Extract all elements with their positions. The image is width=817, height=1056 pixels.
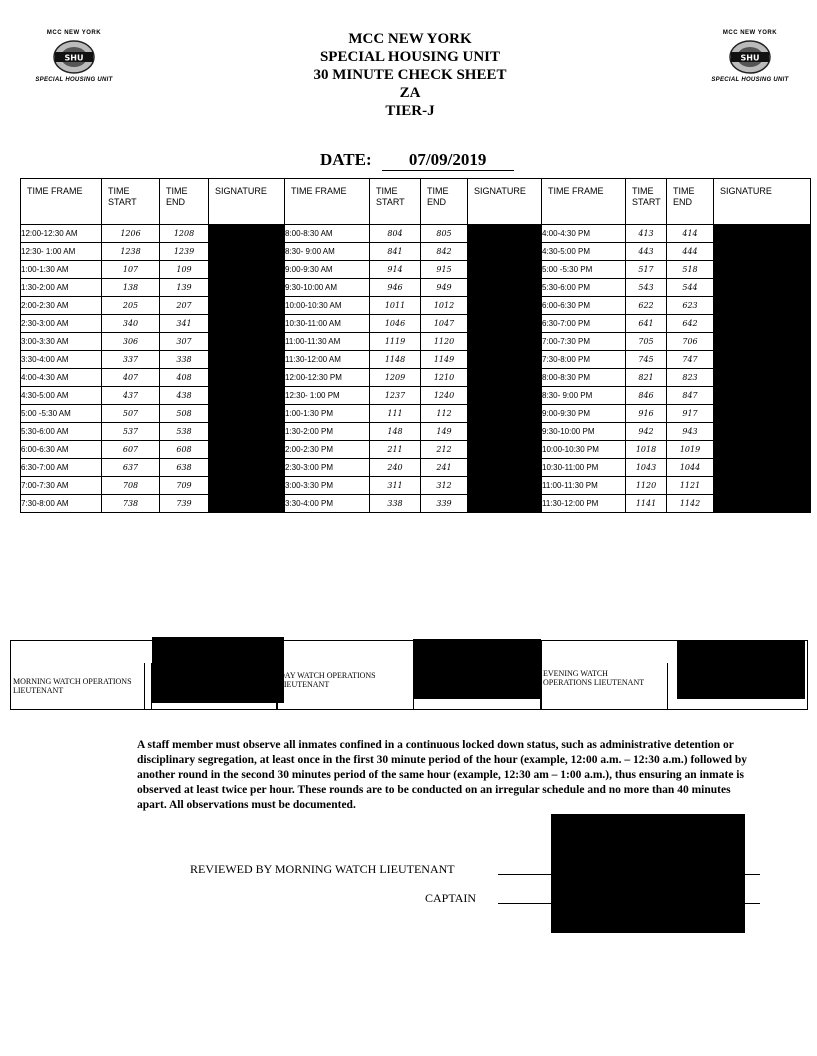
col-time-start: TIME START — [370, 179, 421, 225]
signature-cell-redacted — [468, 369, 542, 387]
table-row — [21, 477, 811, 495]
time-start-cell[interactable]: 407 — [102, 369, 160, 387]
signature-cell-redacted — [209, 477, 285, 495]
table-row — [21, 333, 811, 351]
time-start-cell[interactable]: 846 — [626, 387, 667, 405]
time-end-cell[interactable]: 1149 — [421, 351, 468, 369]
time-frame-cell: 8:30- 9:00 AM — [285, 243, 370, 261]
time-frame-cell: 12:00-12:30 AM — [21, 225, 102, 243]
time-start-cell[interactable]: 1237 — [370, 387, 421, 405]
title-line-5: TIER-J — [385, 103, 435, 119]
time-end-cell[interactable]: 1240 — [421, 387, 468, 405]
time-start-cell[interactable]: 841 — [370, 243, 421, 261]
time-end-cell[interactable]: 943 — [667, 423, 714, 441]
time-start-cell[interactable]: 543 — [626, 279, 667, 297]
time-start-cell[interactable]: 1011 — [370, 297, 421, 315]
time-start-cell[interactable]: 138 — [102, 279, 160, 297]
time-start-cell[interactable]: 148 — [370, 423, 421, 441]
time-frame-cell: 5:30-6:00 PM — [542, 279, 626, 297]
evening-watch-box — [540, 640, 808, 710]
signature-cell-redacted — [209, 351, 285, 369]
time-end-cell[interactable]: 1012 — [421, 297, 468, 315]
day-watch-box — [276, 640, 542, 710]
time-end-cell[interactable]: 1047 — [421, 315, 468, 333]
signature-cell-redacted — [714, 441, 811, 459]
time-start-cell[interactable]: 637 — [102, 459, 160, 477]
time-frame-cell: 4:30-5:00 AM — [21, 387, 102, 405]
time-frame-cell: 1:00-1:30 PM — [285, 405, 370, 423]
time-start-cell[interactable]: 338 — [370, 495, 421, 513]
signature-cell-redacted — [714, 333, 811, 351]
signature-cell-redacted — [209, 459, 285, 477]
time-frame-cell: 5:30-6:00 AM — [21, 423, 102, 441]
time-start-cell[interactable]: 1141 — [626, 495, 667, 513]
col-time-end: TIME END — [160, 179, 209, 225]
time-frame-cell: 10:30-11:00 AM — [285, 315, 370, 333]
time-frame-cell: 3:30-4:00 AM — [21, 351, 102, 369]
time-start-cell[interactable]: 311 — [370, 477, 421, 495]
time-frame-cell: 8:30- 9:00 PM — [542, 387, 626, 405]
time-start-cell[interactable]: 537 — [102, 423, 160, 441]
table-row — [21, 243, 811, 261]
logo-badge-text: SHU — [740, 53, 760, 63]
time-end-cell[interactable]: 414 — [667, 225, 714, 243]
signature-cell-redacted — [209, 387, 285, 405]
signature-cell-redacted — [468, 477, 542, 495]
time-frame-cell: 11:30-12:00 PM — [542, 495, 626, 513]
time-end-cell[interactable]: 338 — [160, 351, 209, 369]
signature-cell-redacted — [468, 423, 542, 441]
signature-cell-redacted — [209, 315, 285, 333]
time-end-cell[interactable]: 739 — [160, 495, 209, 513]
title-line-4: ZA — [399, 85, 421, 101]
col-time-frame: TIME FRAME — [21, 179, 102, 225]
time-end-cell[interactable]: 1142 — [667, 495, 714, 513]
title-line-3: 30 MINUTE CHECK SHEET — [313, 67, 507, 83]
time-end-cell[interactable]: 638 — [160, 459, 209, 477]
date-label: DATE: — [320, 150, 372, 169]
time-frame-cell: 5:00 -5:30 AM — [21, 405, 102, 423]
time-start-cell[interactable]: 745 — [626, 351, 667, 369]
time-start-cell[interactable]: 738 — [102, 495, 160, 513]
time-end-cell[interactable]: 241 — [421, 459, 468, 477]
logo-bottom-text: SPECIAL HOUSING UNIT — [35, 77, 113, 83]
time-end-cell[interactable]: 608 — [160, 441, 209, 459]
col-time-frame: TIME FRAME — [542, 179, 626, 225]
time-start-cell[interactable]: 705 — [626, 333, 667, 351]
time-frame-cell: 12:00-12:30 PM — [285, 369, 370, 387]
time-frame-cell: 6:00-6:30 PM — [542, 297, 626, 315]
time-start-cell[interactable]: 240 — [370, 459, 421, 477]
signature-cell-redacted — [209, 225, 285, 243]
evening-watch-label: EVENING WATCH OPERATIONS LIEUTENANT — [543, 669, 645, 687]
time-end-cell[interactable]: 1019 — [667, 441, 714, 459]
time-end-cell[interactable]: 842 — [421, 243, 468, 261]
table-row — [21, 387, 811, 405]
time-start-cell[interactable]: 205 — [102, 297, 160, 315]
time-end-cell[interactable]: 1121 — [667, 477, 714, 495]
time-start-cell[interactable]: 413 — [626, 225, 667, 243]
signature-cell-redacted — [714, 243, 811, 261]
time-end-cell[interactable]: 917 — [667, 405, 714, 423]
time-start-cell[interactable]: 942 — [626, 423, 667, 441]
signature-cell-redacted — [714, 405, 811, 423]
title-line-1: MCC NEW YORK — [348, 31, 472, 47]
time-end-cell[interactable]: 112 — [421, 405, 468, 423]
table-header-row — [21, 179, 811, 225]
time-end-cell[interactable]: 915 — [421, 261, 468, 279]
col-time-end: TIME END — [667, 179, 714, 225]
table-row — [21, 405, 811, 423]
time-frame-cell: 9:00-9:30 AM — [285, 261, 370, 279]
check-sheet-table — [20, 178, 811, 513]
signature-cell-redacted — [714, 261, 811, 279]
table-row — [21, 279, 811, 297]
signature-cell-redacted — [714, 279, 811, 297]
time-start-cell[interactable]: 340 — [102, 315, 160, 333]
signature-cell-redacted — [468, 297, 542, 315]
time-start-cell[interactable]: 708 — [102, 477, 160, 495]
time-end-cell[interactable]: 544 — [667, 279, 714, 297]
time-start-cell[interactable]: 821 — [626, 369, 667, 387]
time-frame-cell: 4:00-4:30 AM — [21, 369, 102, 387]
time-end-cell[interactable]: 341 — [160, 315, 209, 333]
time-start-cell[interactable]: 804 — [370, 225, 421, 243]
day-watch-label: DAY WATCH OPERATIONS LIEUTENANT — [279, 671, 376, 689]
time-start-cell[interactable]: 622 — [626, 297, 667, 315]
time-end-cell[interactable]: 709 — [160, 477, 209, 495]
signature-cell-redacted — [468, 279, 542, 297]
signature-cell-redacted — [714, 315, 811, 333]
time-frame-cell: 2:00-2:30 PM — [285, 441, 370, 459]
time-start-cell[interactable]: 111 — [370, 405, 421, 423]
time-start-cell[interactable]: 946 — [370, 279, 421, 297]
logo-left — [24, 30, 124, 83]
table-row — [21, 225, 811, 243]
redacted-signature — [413, 639, 541, 699]
time-frame-cell: 7:30-8:00 AM — [21, 495, 102, 513]
time-end-cell[interactable]: 1208 — [160, 225, 209, 243]
time-frame-cell: 2:30-3:00 AM — [21, 315, 102, 333]
signature-cell-redacted — [714, 477, 811, 495]
time-start-cell[interactable]: 1206 — [102, 225, 160, 243]
signature-cell-redacted — [209, 369, 285, 387]
time-start-cell[interactable]: 1120 — [626, 477, 667, 495]
time-end-cell[interactable]: 408 — [160, 369, 209, 387]
time-start-cell[interactable]: 1119 — [370, 333, 421, 351]
time-start-cell[interactable]: 107 — [102, 261, 160, 279]
time-frame-cell: 3:00-3:30 PM — [285, 477, 370, 495]
time-end-cell[interactable]: 747 — [667, 351, 714, 369]
table-row — [21, 459, 811, 477]
signature-cell-redacted — [468, 441, 542, 459]
time-frame-cell: 2:00-2:30 AM — [21, 297, 102, 315]
col-signature: SIGNATURE — [209, 179, 285, 225]
morning-watch-box — [10, 640, 278, 710]
table-row — [21, 495, 811, 513]
time-end-cell[interactable]: 312 — [421, 477, 468, 495]
time-end-cell[interactable]: 109 — [160, 261, 209, 279]
signature-cell-redacted — [468, 405, 542, 423]
time-frame-cell: 7:30-8:00 PM — [542, 351, 626, 369]
title-line-2: SPECIAL HOUSING UNIT — [319, 49, 501, 65]
signature-cell-redacted — [209, 405, 285, 423]
time-frame-cell: 12:30- 1:00 PM — [285, 387, 370, 405]
signature-cell-redacted — [209, 423, 285, 441]
time-start-cell[interactable]: 1043 — [626, 459, 667, 477]
time-frame-cell: 12:30- 1:00 AM — [21, 243, 102, 261]
time-start-cell[interactable]: 517 — [626, 261, 667, 279]
time-frame-cell: 10:00-10:30 PM — [542, 441, 626, 459]
time-start-cell[interactable]: 916 — [626, 405, 667, 423]
time-start-cell[interactable]: 1018 — [626, 441, 667, 459]
time-start-cell[interactable]: 306 — [102, 333, 160, 351]
morning-watch-label: MORNING WATCH OPERATIONS LIEUTENANT — [13, 677, 132, 695]
time-end-cell[interactable]: 949 — [421, 279, 468, 297]
time-end-cell[interactable]: 1120 — [421, 333, 468, 351]
table-row — [21, 441, 811, 459]
time-frame-cell: 4:30-5:00 PM — [542, 243, 626, 261]
signature-cell-redacted — [468, 495, 542, 513]
time-end-cell[interactable]: 623 — [667, 297, 714, 315]
time-end-cell[interactable]: 805 — [421, 225, 468, 243]
date-line — [320, 150, 514, 171]
time-frame-cell: 9:30-10:00 AM — [285, 279, 370, 297]
time-frame-cell: 5:00 -5:30 PM — [542, 261, 626, 279]
signature-cell-redacted — [209, 333, 285, 351]
time-frame-cell: 10:30-11:00 PM — [542, 459, 626, 477]
signature-cell-redacted — [714, 297, 811, 315]
time-frame-cell: 1:00-1:30 AM — [21, 261, 102, 279]
signature-cell-redacted — [714, 351, 811, 369]
signature-cell-redacted — [209, 495, 285, 513]
time-start-cell[interactable]: 443 — [626, 243, 667, 261]
signature-cell-redacted — [209, 297, 285, 315]
signature-cell-redacted — [714, 369, 811, 387]
table-row — [21, 423, 811, 441]
time-frame-cell: 4:00-4:30 PM — [542, 225, 626, 243]
signature-cell-redacted — [714, 459, 811, 477]
signature-cell-redacted — [209, 243, 285, 261]
signature-cell-redacted — [209, 261, 285, 279]
time-frame-cell: 6:00-6:30 AM — [21, 441, 102, 459]
time-end-cell[interactable]: 339 — [421, 495, 468, 513]
signature-cell-redacted — [468, 459, 542, 477]
time-end-cell[interactable]: 538 — [160, 423, 209, 441]
signature-cell-redacted — [714, 387, 811, 405]
signature-cell-redacted — [468, 387, 542, 405]
time-end-cell[interactable]: 307 — [160, 333, 209, 351]
reviewed-by-label: REVIEWED BY MORNING WATCH LIEUTENANT — [190, 862, 455, 876]
time-start-cell[interactable]: 1046 — [370, 315, 421, 333]
time-frame-cell: 10:00-10:30 AM — [285, 297, 370, 315]
policy-text: A staff member must observe all inmates confined in a continuous locked down status, such as administrative detention or disciplinary segregation, at least once in the first 30 minute period of the hour (example, 12:00 a.m. – 12:30 a.m.) followed by another round in the second 30 minutes period of the same hour (example, 12:30 am – 1:00 a.m.), thus ensuring an inmate is observed at least twice per hour. These rounds are to be conducted on an irregular schedule and no more than 40 minutes apart. All observations must be documented. — [137, 739, 747, 811]
col-time-end: TIME END — [421, 179, 468, 225]
time-end-cell[interactable]: 642 — [667, 315, 714, 333]
table-row — [21, 351, 811, 369]
time-end-cell[interactable]: 706 — [667, 333, 714, 351]
logo-right — [700, 30, 800, 83]
signature-cell-redacted — [209, 279, 285, 297]
time-end-cell[interactable]: 508 — [160, 405, 209, 423]
table-row — [21, 315, 811, 333]
time-end-cell[interactable]: 823 — [667, 369, 714, 387]
signature-cell-redacted — [714, 495, 811, 513]
time-frame-cell: 1:30-2:00 AM — [21, 279, 102, 297]
time-end-cell[interactable]: 207 — [160, 297, 209, 315]
time-frame-cell: 9:00-9:30 PM — [542, 405, 626, 423]
time-frame-cell: 1:30-2:00 PM — [285, 423, 370, 441]
time-start-cell[interactable]: 1238 — [102, 243, 160, 261]
time-end-cell[interactable]: 444 — [667, 243, 714, 261]
signature-cell-redacted — [714, 225, 811, 243]
time-start-cell[interactable]: 211 — [370, 441, 421, 459]
time-start-cell[interactable]: 1148 — [370, 351, 421, 369]
col-signature: SIGNATURE — [714, 179, 811, 225]
time-end-cell[interactable]: 1210 — [421, 369, 468, 387]
document-title — [260, 30, 560, 120]
time-frame-cell: 6:30-7:00 PM — [542, 315, 626, 333]
date-value: 07/09/2019 — [382, 150, 514, 171]
col-signature: SIGNATURE — [468, 179, 542, 225]
redacted-block — [551, 814, 745, 933]
logo-bottom-text: SPECIAL HOUSING UNIT — [711, 77, 789, 83]
logo-badge-text: SHU — [64, 53, 84, 63]
time-end-cell[interactable]: 438 — [160, 387, 209, 405]
time-end-cell[interactable]: 1044 — [667, 459, 714, 477]
signature-cell-redacted — [468, 261, 542, 279]
time-start-cell[interactable]: 437 — [102, 387, 160, 405]
time-end-cell[interactable]: 847 — [667, 387, 714, 405]
signature-cell-redacted — [468, 351, 542, 369]
signature-cell-redacted — [468, 225, 542, 243]
redacted-signature — [677, 641, 805, 699]
table-row — [21, 261, 811, 279]
shu-badge-icon — [727, 39, 773, 75]
col-time-start: TIME START — [102, 179, 160, 225]
time-start-cell[interactable]: 641 — [626, 315, 667, 333]
signature-cell-redacted — [468, 243, 542, 261]
time-frame-cell: 8:00-8:30 AM — [285, 225, 370, 243]
time-frame-cell: 7:00-7:30 PM — [542, 333, 626, 351]
time-end-cell[interactable]: 212 — [421, 441, 468, 459]
signature-cell-redacted — [209, 441, 285, 459]
time-frame-cell: 9:30-10:00 PM — [542, 423, 626, 441]
signature-cell-redacted — [468, 315, 542, 333]
signature-cell-redacted — [468, 333, 542, 351]
time-frame-cell: 3:30-4:00 PM — [285, 495, 370, 513]
signature-cell-redacted — [714, 423, 811, 441]
redacted-signature — [152, 637, 284, 703]
time-frame-cell: 11:00-11:30 AM — [285, 333, 370, 351]
time-frame-cell: 11:00-11:30 PM — [542, 477, 626, 495]
watch-separator — [144, 663, 145, 709]
captain-label: CAPTAIN — [425, 891, 477, 905]
time-start-cell[interactable]: 1209 — [370, 369, 421, 387]
table-row — [21, 297, 811, 315]
time-start-cell[interactable]: 607 — [102, 441, 160, 459]
time-frame-cell: 7:00-7:30 AM — [21, 477, 102, 495]
watch-separator — [667, 663, 668, 709]
time-start-cell[interactable]: 337 — [102, 351, 160, 369]
col-time-frame: TIME FRAME — [285, 179, 370, 225]
time-end-cell[interactable]: 1239 — [160, 243, 209, 261]
col-time-start: TIME START — [626, 179, 667, 225]
time-start-cell[interactable]: 914 — [370, 261, 421, 279]
time-frame-cell: 3:00-3:30 AM — [21, 333, 102, 351]
time-frame-cell: 11:30-12:00 AM — [285, 351, 370, 369]
time-start-cell[interactable]: 507 — [102, 405, 160, 423]
time-end-cell[interactable]: 139 — [160, 279, 209, 297]
time-frame-cell: 6:30-7:00 AM — [21, 459, 102, 477]
time-end-cell[interactable]: 149 — [421, 423, 468, 441]
logo-top-text: MCC NEW YORK — [722, 30, 778, 36]
logo-top-text: MCC NEW YORK — [46, 30, 102, 36]
table-row — [21, 369, 811, 387]
time-end-cell[interactable]: 518 — [667, 261, 714, 279]
shu-badge-icon — [51, 39, 97, 75]
time-frame-cell: 2:30-3:00 PM — [285, 459, 370, 477]
time-frame-cell: 8:00-8:30 PM — [542, 369, 626, 387]
